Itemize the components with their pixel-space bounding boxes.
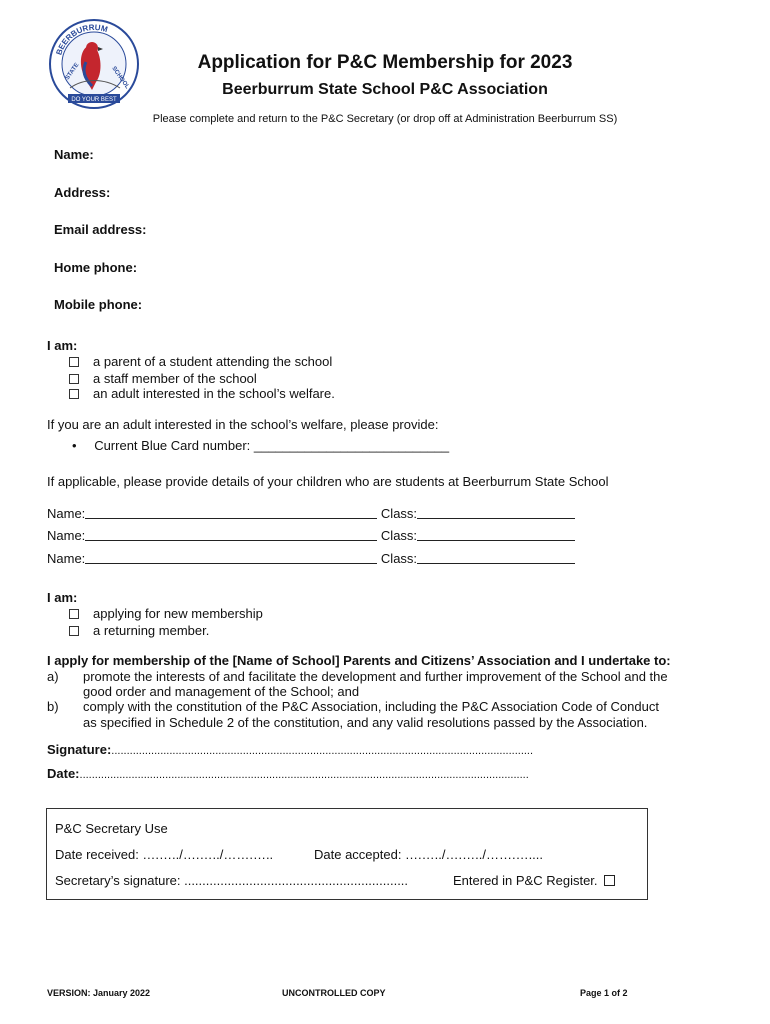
- logo-text-right: SCHOOL: [110, 65, 131, 91]
- child-class-blank[interactable]: [417, 551, 575, 564]
- logo-motto: DO YOUR BEST: [71, 97, 117, 103]
- footer-version: VERSION: January 2022: [47, 988, 151, 998]
- option-label: a staff member of the school: [93, 371, 257, 386]
- blue-card-line[interactable]: [72, 438, 449, 453]
- child-class-blank[interactable]: [417, 506, 575, 519]
- undertaking-b-line2: as specified in Schedule 2 of the constitution, and any valid resolutions passed by the Association.: [83, 715, 648, 730]
- child-name-label: Name:: [47, 528, 86, 543]
- child-row[interactable]: [47, 551, 575, 566]
- name-field[interactable]: Name:: [54, 147, 94, 162]
- membership-option-new[interactable]: [69, 606, 263, 621]
- mobile-phone-field[interactable]: Mobile phone:: [54, 297, 143, 312]
- logo-text-left: STATE: [64, 62, 81, 82]
- checkbox-icon[interactable]: [69, 389, 79, 399]
- signature-line[interactable]: [47, 742, 533, 757]
- option-label: an adult interested in the school’s welfare.: [93, 386, 335, 401]
- role-option-staff[interactable]: [69, 371, 257, 386]
- child-name-blank[interactable]: [85, 551, 377, 564]
- page-title: Application for P&C Membership for 2023: [197, 52, 573, 73]
- date-dots: ...................................................................................................................................................: [79, 769, 529, 781]
- option-label: applying for new membership: [93, 606, 263, 621]
- instructions: Please complete and return to the P&C Secretary (or drop off at Administration Beerburrum SS): [152, 113, 618, 125]
- undertaking-marker-b: b): [47, 699, 59, 714]
- checkbox-icon[interactable]: [69, 626, 79, 636]
- child-name-blank[interactable]: [85, 506, 377, 519]
- home-phone-field[interactable]: Home phone:: [54, 260, 138, 275]
- date-line[interactable]: [47, 766, 529, 781]
- email-field[interactable]: Email address:: [54, 222, 147, 237]
- page-subtitle: Beerburrum State School P&C Association: [222, 81, 548, 98]
- child-name-blank[interactable]: [85, 528, 377, 541]
- blue-card-intro: If you are an adult interested in the school’s welfare, please provide:: [47, 417, 439, 432]
- undertaking-b-line1: comply with the constitution of the P&C Association, including the P&C Association Code of Conduct: [83, 699, 659, 714]
- children-intro: If applicable, please provide details of your children who are students at Beerburrum State School: [47, 474, 609, 489]
- child-class-label: Class:: [380, 528, 418, 543]
- membership-type-heading: I am:: [47, 590, 78, 605]
- checkbox-icon[interactable]: [69, 609, 79, 619]
- checkbox-icon[interactable]: [604, 875, 615, 886]
- role-option-parent[interactable]: [69, 354, 332, 369]
- child-class-label: Class:: [380, 506, 418, 521]
- register-entry[interactable]: [453, 873, 615, 888]
- role-option-adult[interactable]: [69, 386, 335, 401]
- undertaking-a-line1: promote the interests of and facilitate the development and further improvement of the School and the: [83, 669, 668, 684]
- undertaking-a-line2: good order and management of the School; and: [83, 684, 360, 699]
- child-row[interactable]: [47, 528, 575, 543]
- logo-text-top: BEERBURRUM: [54, 22, 109, 57]
- footer-page: Page 1 of 2: [580, 988, 628, 998]
- checkbox-icon[interactable]: [69, 357, 79, 367]
- footer-copy: UNCONTROLLED COPY: [282, 988, 386, 998]
- child-name-label: Name:: [47, 551, 86, 566]
- undertaking-marker-a: a): [47, 669, 59, 684]
- option-label: a parent of a student attending the school: [93, 354, 333, 369]
- blue-card-label: Current Blue Card number: ___________________________: [94, 438, 450, 453]
- option-label: a returning member.: [93, 623, 210, 638]
- signature-dots: ..........................................................................................................................................: [111, 745, 534, 757]
- child-name-label: Name:: [47, 506, 86, 521]
- date-received[interactable]: Date received: ….…../….…../…….…..: [55, 847, 274, 862]
- checkbox-icon[interactable]: [69, 374, 79, 384]
- membership-option-returning[interactable]: [69, 623, 209, 638]
- register-label: Entered in P&C Register.: [453, 873, 598, 888]
- child-class-label: Class:: [380, 551, 418, 566]
- secretary-box-title: P&C Secretary Use: [55, 821, 168, 836]
- i-am-heading: I am:: [47, 338, 78, 353]
- bullet-icon: •: [72, 438, 77, 453]
- date-label: Date:: [47, 766, 80, 781]
- undertaking-heading: I apply for membership of the [Name of School] Parents and Citizens’ Association and I undertake to:: [47, 653, 671, 668]
- signature-label: Signature:: [47, 742, 112, 757]
- date-accepted[interactable]: Date accepted: ….…../….…../…….…....: [314, 847, 544, 862]
- secretary-signature[interactable]: Secretary’s signature: ..............................................................: [55, 873, 409, 888]
- child-row[interactable]: [47, 506, 575, 521]
- address-field[interactable]: Address:: [54, 185, 111, 200]
- child-class-blank[interactable]: [417, 528, 575, 541]
